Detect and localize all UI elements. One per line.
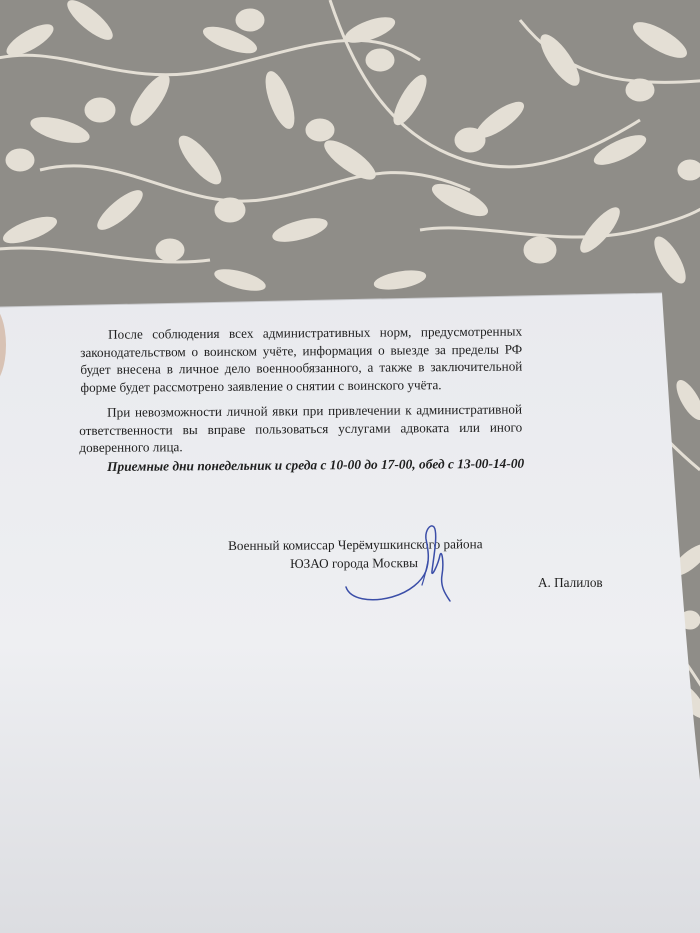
thumb [0, 300, 8, 390]
signatory-name: А. Палилов [538, 575, 603, 590]
handwritten-signature [330, 515, 470, 615]
signatory-title-line2: ЮЗАО города Москвы [290, 555, 418, 571]
paragraph-military-registration: После соблюдения всех административных норм, предусмотренных законодательством о воинском учёте, информация о выезде за пределы РФ будет внесена в личное дело военнообязанного, а также в заключительной форме будет рассмотрено заявление о снятии с воинского учёта. [80, 323, 523, 395]
reception-hours: Приемные дни понедельник и среда с 10-00 до 17-00, обед с 13-00-14-00 [107, 455, 525, 474]
signatory-title-line1: Военный комиссар Черёмушкинского района [228, 536, 483, 553]
paragraph-representative: При невозможности личной явки при привлечении к административной ответственности вы вправе пользоваться услугами адвоката или иного доверенного лица. [79, 401, 523, 455]
